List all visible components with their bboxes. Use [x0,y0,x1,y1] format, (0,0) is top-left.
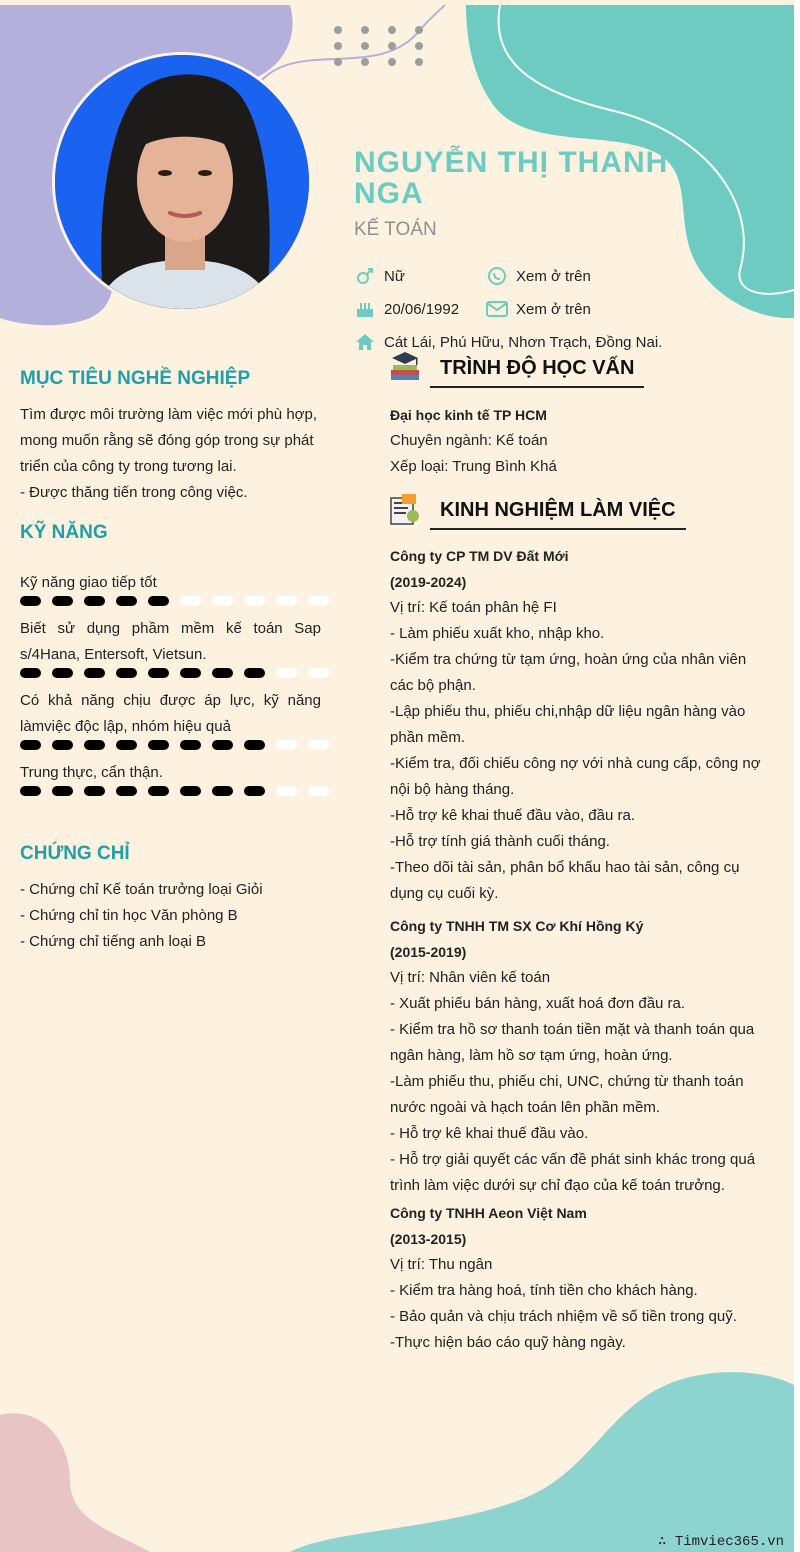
gender-value: Nữ [384,267,405,285]
skill-dot-filled [180,740,201,750]
job-line: Vị trí: Thu ngân [390,1256,493,1273]
skill-label: Kỹ năng giao tiếp tốt [20,574,157,591]
skill-dot-filled [84,740,105,750]
job-line: Vị trí: Nhân viên kế toán [390,969,551,986]
skill-dot-filled [20,740,41,750]
objective-line: triển của công ty trong tương lai. [20,458,237,475]
teal-blob-bottom [290,1372,794,1552]
certificates-list [20,877,340,955]
candidate-name: NGUYỄN THỊ THANH NGA [354,146,669,210]
dot-grid [334,26,423,66]
job-line: - Hỗ trợ kê khai thuế đầu vào. [390,1125,589,1142]
school-name: Đại học kinh tế TP HCM [390,407,547,423]
skill-label: Biết sử dụng phầm mềm kế toán Sap s/4Hana, Entersoft, Vietsun. [20,620,321,663]
page-edge [794,0,800,1552]
skill-dot-empty [212,596,233,606]
experience-title: KINH NGHIỆM LÀM VIỆC [430,499,686,530]
birthday-icon [354,298,376,320]
education-title: TRÌNH ĐỘ HỌC VẤN [430,357,644,388]
skill-dot-empty [308,740,329,750]
skill-dot-filled [148,596,169,606]
job-line: nước ngoài và hạch toán lên phần mềm. [390,1099,661,1116]
skill-dot-filled [84,668,105,678]
skill-dot-empty [308,596,329,606]
objective-title: MỤC TIÊU NGHỀ NGHIỆP [20,368,251,389]
job-line: phần mềm. [390,729,466,746]
job-period: (2013-2015) [390,1231,467,1247]
certificate-item: - Chứng chỉ tiếng anh loại B [20,933,206,950]
education-rank: Xếp loại: Trung Bình Khá [390,458,557,475]
skill-rating [20,596,329,606]
job-line: -Làm phiếu thu, phiếu chi, UNC, chứng từ thanh toán [390,1073,744,1090]
email-icon [486,298,508,320]
certificate-item: - Chứng chỉ tin học Văn phòng B [20,907,238,924]
skill-dot-filled [20,786,41,796]
skill-dot-empty [276,668,297,678]
skill-dot-filled [116,596,137,606]
skills-title: KỸ NĂNG [20,522,108,543]
skill-dot-filled [148,786,169,796]
education-major: Chuyên ngành: Kế toán [390,432,548,449]
skill-dot-filled [20,668,41,678]
email-row [486,298,591,320]
skill-dot-filled [52,668,73,678]
job-line: - Làm phiếu xuất kho, nhập kho. [390,625,605,642]
job-line: dụng cụ cuối kỳ. [390,885,499,902]
skill-dot-filled [244,740,265,750]
skill-dot-filled [52,786,73,796]
job-line: - Bảo quản và chịu trách nhiệm về số tiền trong quỹ. [390,1308,737,1325]
job-line: -Thực hiện báo cáo quỹ hàng ngày. [390,1334,626,1351]
job-period: (2019-2024) [390,574,467,590]
skill-dot-filled [52,740,73,750]
education-details [390,402,770,480]
phone-value: Xem ở trên [516,267,591,285]
skill-dot-filled [148,668,169,678]
objective-line: mong muốn rằng sẽ đóng góp trong sự phát [20,432,314,449]
job-line: - Kiểm tra hồ sơ thanh toán tiền mặt và thanh toán qua [390,1021,755,1038]
skill-dot-filled [20,596,41,606]
objective-line: - Được thăng tiến trong công việc. [20,484,248,501]
company-name: Công ty TNHH Aeon Việt Nam [390,1205,587,1221]
objective-line: Tìm được môi trường làm việc mới phù hợp, [20,406,318,423]
home-icon [354,331,376,353]
email-value: Xem ở trên [516,300,591,318]
skill-dot-empty [276,596,297,606]
job-line: -Kiểm tra chứng từ tạm ứng, hoàn ứng của nhân viên [390,651,747,668]
watermark: ∴ Timviec365.vn [658,1534,785,1550]
birthday-value: 20/06/1992 [384,300,460,318]
profile-photo [52,52,312,312]
skill-dot-filled [212,668,233,678]
skill-rating [20,740,329,750]
job-line: -Hỗ trợ kê khai thuế đầu vào, đầu ra. [390,807,635,824]
job-line: - Hỗ trợ giải quyết các vấn đề phát sinh khác trong quá [390,1151,756,1168]
skill-label: Trung thực, cẩn thận. [20,764,163,781]
skill-dot-filled [84,786,105,796]
education-icon [388,350,422,384]
pink-blob [0,1413,150,1552]
skill-dot-empty [276,786,297,796]
skill-dot-filled [212,740,233,750]
job-line: các bộ phận. [390,677,476,694]
skill-dot-filled [244,786,265,796]
job-entry [390,913,780,1199]
gender-icon [354,265,376,287]
skill-dot-filled [212,786,233,796]
job-line: nội bộ hàng tháng. [390,781,515,798]
objective-text [20,402,330,506]
job-line: ngân hàng, làm hồ sơ tạm ứng, hoàn ứng. [390,1047,673,1064]
job-line: -Theo dõi tài sản, phân bổ khấu hao tài sản, công cụ [390,859,740,876]
phone-icon [486,265,508,287]
skill-dot-filled [116,786,137,796]
gender-row [354,265,405,287]
skill-dot-empty [180,596,201,606]
skill-dot-empty [308,786,329,796]
skill-dot-filled [180,668,201,678]
experience-icon [388,492,422,526]
job-line: -Kiểm tra, đối chiếu công nợ với nhà cung cấp, công nợ [390,755,761,772]
skill-dot-filled [180,786,201,796]
certificates-title: CHỨNG CHỈ [20,843,130,864]
job-title: KẾ TOÁN [354,219,437,240]
skill-rating [20,786,329,796]
skill-rating [20,668,329,678]
certificate-item: - Chứng chỉ Kế toán trưởng loại Giỏi [20,881,263,898]
skill-dot-filled [244,668,265,678]
job-line: - Xuất phiếu bán hàng, xuất hoá đơn đầu ra. [390,995,686,1012]
skill-dot-filled [84,596,105,606]
company-name: Công ty CP TM DV Đất Mới [390,548,569,564]
portrait-illustration [55,55,312,312]
job-line: -Hỗ trợ tính giá thành cuối tháng. [390,833,610,850]
job-entry [390,1200,780,1356]
skill-label: Có khả năng chịu được áp lực, kỹ năng làmviệc độc lập, nhóm hiệu quả [20,692,321,735]
phone-row [486,265,591,287]
skill-dot-filled [148,740,169,750]
skill-dot-filled [116,668,137,678]
skill-dot-filled [116,740,137,750]
skill-dot-empty [308,668,329,678]
birthday-row [354,298,459,320]
job-line: -Lập phiếu thu, phiếu chi,nhập dữ liệu ngân hàng vào [390,703,746,720]
skill-dot-filled [52,596,73,606]
skill-dot-empty [276,740,297,750]
company-name: Công ty TNHH TM SX Cơ Khí Hồng Ký [390,918,644,934]
job-entry [390,543,780,907]
address-value: Cát Lái, Phú Hữu, Nhơn Trạch, Đồng Nai. [384,333,663,351]
job-line: Vị trí: Kế toán phân hệ FI [390,599,557,616]
job-line: - Kiểm tra hàng hoá, tính tiền cho khách hàng. [390,1282,698,1299]
job-period: (2015-2019) [390,944,467,960]
job-line: trình làm việc dưới sự chỉ đạo của kế toán trưởng. [390,1177,725,1194]
skill-dot-empty [244,596,265,606]
